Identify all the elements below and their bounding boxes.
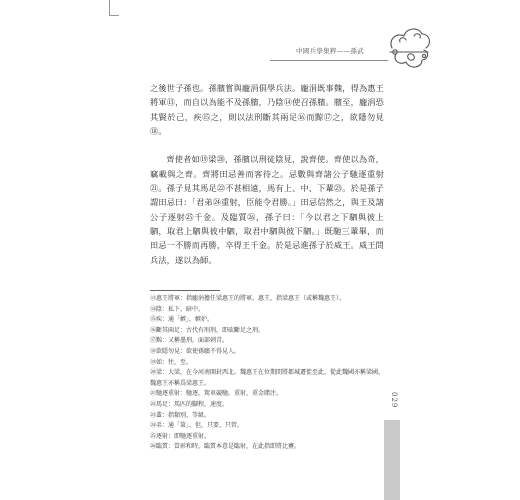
crop-mark-vertical <box>109 0 110 16</box>
main-body-text <box>150 81 384 267</box>
cloud-ornament-icon <box>386 18 432 76</box>
footnote-list <box>150 294 388 453</box>
footnote-item: ㉕逐射：即馳逐重射。 <box>150 432 211 440</box>
footnote-item: ⑲如：往，至。 <box>150 358 193 366</box>
side-thumb-tab <box>384 420 400 500</box>
footnote-item: ㉖臨質：當彰和時，臨質本意是臨射，在此指即將比賽。 <box>150 443 301 451</box>
header-rule <box>270 60 388 61</box>
footnote-item: ㉓輩：指類別、等級。 <box>150 411 211 419</box>
paragraph-1: 之後世子孫也。孫臏嘗與龐涓俱學兵法。龐涓既事魏，得為惠王將軍⑬，而自以為能不及孫臏，乃陰⑭使召孫臏。臏至，龐涓恐其賢於己，疾⑮之，則以法刑斷其兩足⑯而黥⑰之，欲隱勿見⑱。 <box>150 83 384 136</box>
footnote-item: ㉒馬足：馬匹的腳程，速度。 <box>150 400 229 408</box>
page-number: 029 <box>390 392 398 409</box>
footnote-item: ⑱欲隱勿見：欲使孫臏不得見人。 <box>150 347 241 355</box>
crop-mark-horizontal <box>109 15 119 16</box>
footnote-item: ⑭陰：私下，暗中。 <box>150 305 205 313</box>
footnote-item: ㉑馳逐重射：馳逐，駕車競馳。重射，重金賭注。 <box>150 390 283 398</box>
footnote-item: ⑰黥：又稱墨刑，面部刺青。 <box>150 337 229 345</box>
paragraph-2: 齊使者如⑲梁⑳，孫臏以刑徒陰見，說齊使。齊使以為奇，竊載與之齊。齊將田忌善而客待之。忌數與齊諸公子馳逐重射㉑。孫子見其馬足㉒不甚相遠，馬有上、中、下輩㉓。於是孫子謂田忌曰：「君弟㉔重射，臣能令君勝。」田忌信然之，與王及諸公子逐射㉕千金。及臨質㉖，孫子曰：「今以君之下駟與彼上駟，取君上駟與彼中駟，取君中駟與彼下駟。」既馳三輩畢，而田忌一不勝而再勝，卒得王千金。於是忌進孫子於威王。威王問兵法，遂以為師。 <box>150 154 384 265</box>
footnote-item: ⑬惠王將軍：指龐涓擔任梁惠王的將軍。惠王，指梁惠王（或稱魏惠王）。 <box>150 295 346 302</box>
footnote-item: ⑳梁：大梁，在今河南開封西北。魏惠王在位期間將都城遷徙至此，從此魏國亦稱梁國，魏惠王亦稱爲梁惠王。 <box>150 369 385 387</box>
footnote-item: ㉔弟：通「第」，但，只要、只管。 <box>150 422 244 430</box>
footnote-item: ⑯斷其兩足：古代有刖刑，即砍斷足之刑。 <box>150 326 265 334</box>
footnote-item: ⑮疾：通「嫉」，嫉妒。 <box>150 316 214 324</box>
running-header-title: 中國兵學集粹——孫武 <box>296 47 364 55</box>
footnote-rule <box>150 290 220 291</box>
